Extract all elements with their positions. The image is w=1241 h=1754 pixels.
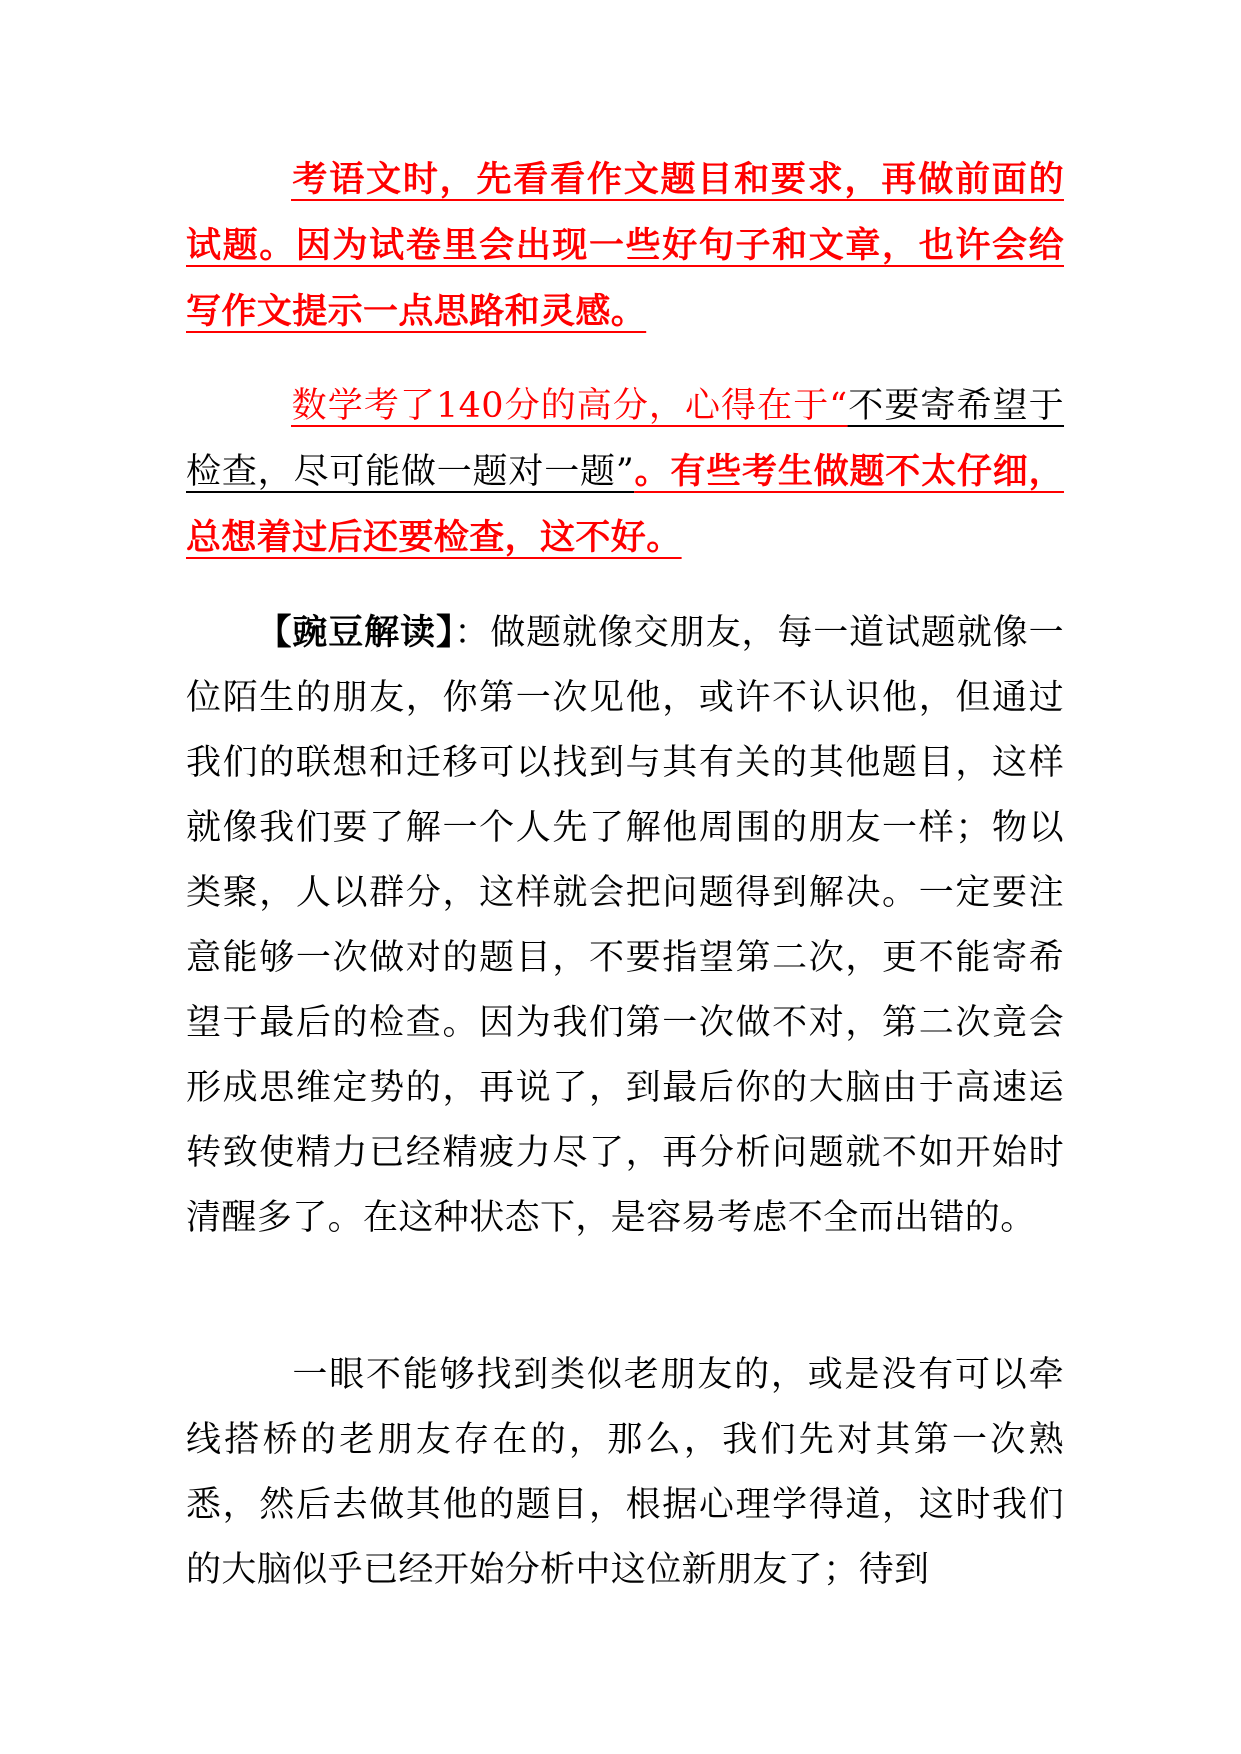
paragraph-text-content: 一眼不能够找到类似老朋友的，或是没有可以牵线搭桥的老朋友存在的，那么，我们先对其第一次熟悉，然后去做其他的题目，根据心理学得道，这时我们的大脑似乎已经开始分析中这位新朋友了；待到 — [186, 1355, 1064, 1590]
paragraph-text-part3: 。有些考生做题不太仔细，总想着过后还要检查，这不好。 — [186, 451, 1064, 558]
paragraph-commentary — [186, 600, 1064, 1251]
paragraph-text — [186, 159, 1064, 332]
commentary-label: 【豌豆解读】 — [256, 612, 455, 653]
paragraph-new-friend — [186, 1343, 1064, 1603]
paragraph-text-content: 考语文时，先看看作文题目和要求，再做前面的试题。因为试卷里会出现一些好句子和文章，也许会给写作文提示一点思路和灵感。 — [186, 159, 1064, 332]
paragraph-chinese-exam-tip — [186, 147, 1064, 345]
math-score-text: 数学考了140分的高分，心得在于“ — [291, 386, 848, 426]
quote-text: 不要寄希望于检查，尽可能做一题对一题” — [186, 386, 1065, 492]
commentary-text: ：做题就像交朋友，每一道试题就像一位陌生的朋友，你第一次见他，或许不认识他，但通过我们的联想和迁移可以找到与其有关的其他题目，这样就像我们要了解一个人先了解他周围的朋友一样；物以类聚，人以群分，这样就会把问题得到解决。一定要注意能够一次做对的题目，不要指望第二次，更不能寄希望于最后的检查。因为我们第一次做不对，第二次竟会形成思维定势的，再说了，到最后你的大脑由于高速运转致使精力已经精疲力尽了，再分析问题就不如开始时清醒多了。在这种状态下，是容易考虑不全而出错的。 — [186, 613, 1064, 1238]
paragraph-math-exam-tip — [186, 374, 1064, 571]
paragraph-text-part1 — [186, 386, 848, 426]
